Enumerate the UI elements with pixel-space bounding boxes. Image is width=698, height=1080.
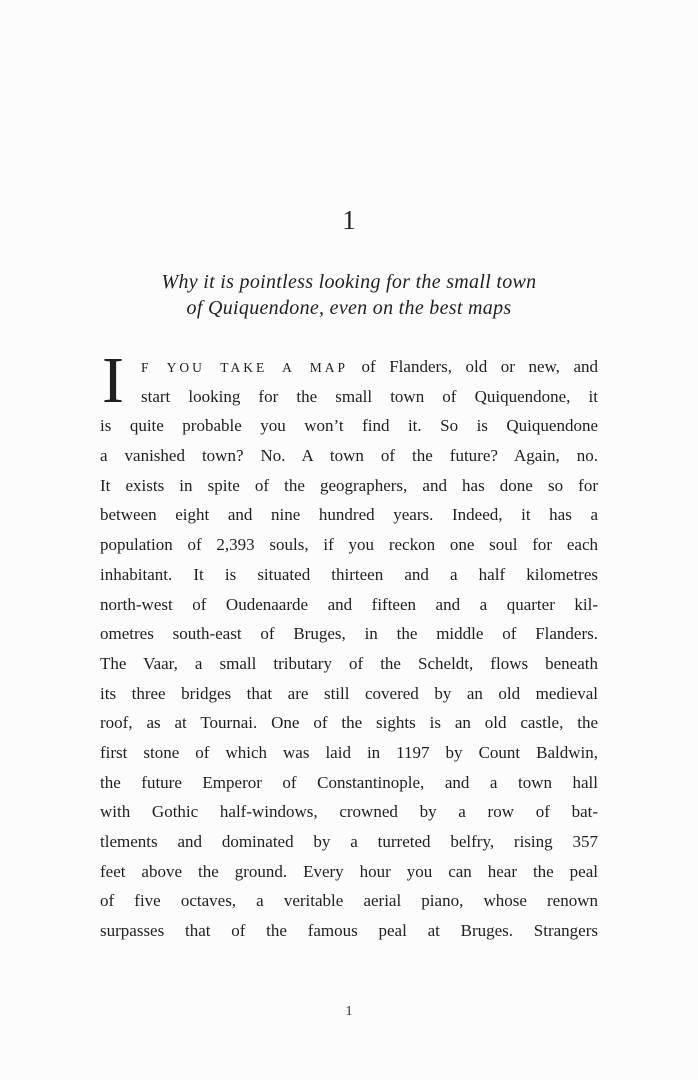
body-line: It exists in spite of the geographers, and has done so for [100, 475, 598, 495]
body-line: between eight and nine hundred years. Indeed, it has a [100, 505, 598, 525]
body-line-text: of Flanders, old or new, and [348, 357, 598, 376]
body-line: its three bridges that are still covered by an old medieval [100, 683, 598, 703]
chapter-number: 1 [342, 205, 356, 235]
body-line: ometres south-east of Bruges, in the middle of Flanders. [100, 624, 598, 644]
chapter-title [0, 269, 698, 321]
body-line: with Gothic half-windows, crowned by a row of bat- [100, 802, 598, 822]
body-line: of five octaves, a veritable aerial piano, whose renown [100, 891, 598, 911]
chapter-title-line-2: of Quiquendone, even on the best maps [186, 297, 512, 319]
body-line: north-west of Oudenaarde and fifteen and a quarter kil- [100, 594, 598, 614]
page-number: 1 [345, 1004, 353, 1019]
body-line: inhabitant. It is situated thirteen and a half kilometres [100, 564, 598, 584]
body-line: The Vaar, a small tributary of the Scheldt, flows beneath [100, 653, 598, 673]
body-line: the future Emperor of Constantinople, and a town hall [100, 772, 598, 792]
body-line: is quite probable you won’t find it. So is Quiquendone [100, 416, 598, 436]
body-text [100, 344, 598, 946]
body-line: surpasses that of the famous peal at Bruges. Strangers [100, 921, 598, 941]
body-line [100, 352, 598, 382]
body-line: roof, as at Tournai. One of the sights is an old castle, the [100, 713, 598, 733]
body-line: population of 2,393 souls, if you reckon one soul for each [100, 535, 598, 555]
chapter-title-line-1: Why it is pointless looking for the small town [161, 271, 537, 293]
body-line: first stone of which was laid in 1197 by Count Baldwin, [100, 742, 598, 762]
body-line: start looking for the small town of Quiquendone, it [140, 386, 598, 406]
drop-cap: I [102, 344, 124, 417]
body-line: tlements and dominated by a turreted belfry, rising 357 [100, 832, 598, 851]
small-caps-opening: F YOU TAKE A MAP [140, 360, 349, 375]
body-line: a vanished town? No. A town of the future? Again, no. [100, 446, 598, 466]
body-line: feet above the ground. Every hour you can hear the peal [100, 861, 598, 881]
